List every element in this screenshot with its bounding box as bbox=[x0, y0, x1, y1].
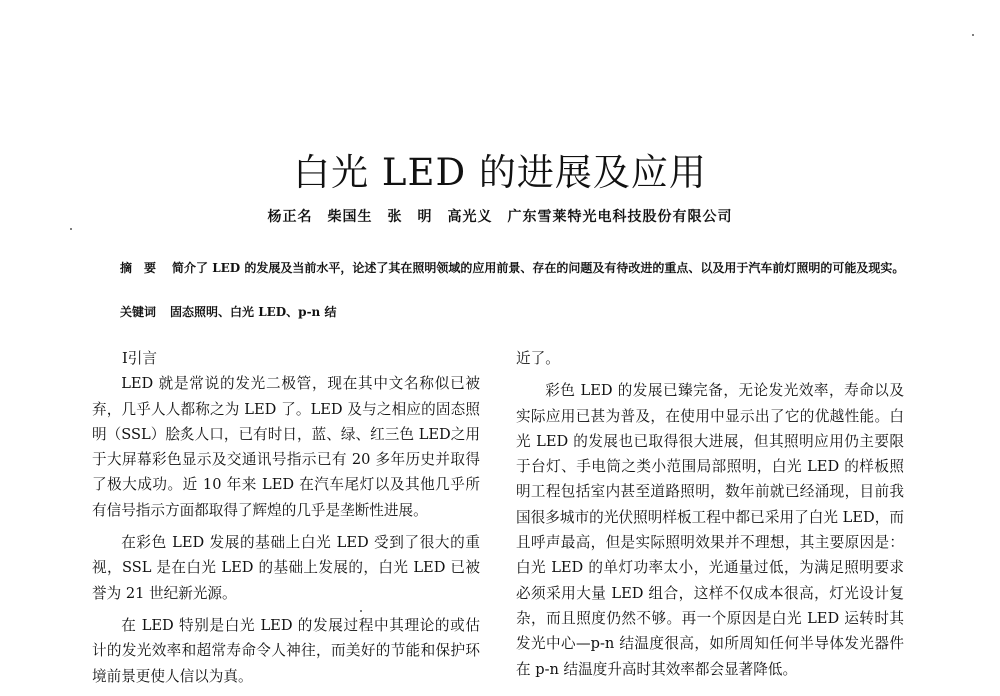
paragraph: 在彩色 LED 发展的基础上白光 LED 受到了很大的重视，SSL 是在白光 LED 的基础上发展的，白光 LED 已被誉为 21 世纪新光源。 bbox=[92, 534, 480, 602]
abstract bbox=[92, 256, 908, 280]
scan-speck bbox=[360, 610, 362, 612]
paper-title: 白光 LED 的进展及应用 bbox=[293, 151, 707, 194]
paragraph: 彩色 LED 的发展已臻完备，无论发光效率，寿命以及实际应用已甚为普及，在使用中显示出了它的优越性能。白光 LED 的发展也已取得很大进展，但其照明应用仍主要限于台灯、手电筒之类小范围局部照明，白光 LED 的样板照明工程包括室内甚至道路照明，数年前就已经涌现，目前我国很多城市的光伏照明样板工程中都已采用了白光 LED，而且呼声最高，但是实际照明效果并不理想，其主要原因是：白光 LED 的单灯功率太小，光通量过低，为满足照明要求必须采用大量 LED 组合，这样不仅成本很高，灯光设计复杂，而且照度仍然不够。再一个原因是白光 LED 运转时其发光中心—p-n 结温度很高，如所周知任何半导体发光器件在 p-n 结温度升高时其效率都会显著降低。 bbox=[516, 382, 904, 678]
paragraph: LED 就是常说的发光二极管，现在其中文名称似已被弃，几乎人人都称之为 LED 了。LED 及与之相应的固态照明（SSL）脍炙人口，已有时日，蓝、绿、红三色 LED之用于大屏幕彩色显示及交通讯号指示已有 20 多年历史并取得了极大成功。近 10 年来 LED 在汽车尾灯以及其他几乎所有信号指示方面都取得了辉煌的几乎是垄断性进展。 bbox=[92, 375, 480, 519]
keywords-text: 固态照明、白光 LED、p-n 结 bbox=[170, 305, 337, 319]
right-column bbox=[516, 346, 904, 689]
section-heading: Ⅰ引言 bbox=[122, 350, 157, 367]
abstract-label: 摘 要 bbox=[120, 261, 157, 275]
keywords bbox=[120, 303, 336, 320]
abstract-text: 简介了 LED 的发展及当前水平，论述了其在照明领域的应用前景、存在的问题及有待改进的重点、以及用于汽车前灯照明的可能及现实。 bbox=[172, 261, 905, 275]
scan-speck bbox=[70, 228, 72, 230]
author-line: 杨正名 柴国生 张 明 高光义 广东雪莱特光电科技股份有限公司 bbox=[267, 209, 733, 225]
paragraph: 近了。 bbox=[516, 350, 560, 367]
scan-speck bbox=[972, 34, 974, 36]
keywords-label: 关键词 bbox=[120, 305, 157, 319]
paragraph: 在 LED 特别是白光 LED 的发展过程中其理论的或估计的发光效率和超常寿命令人神往，而美好的节能和保护环境前景更使人信以为真。 bbox=[92, 616, 480, 685]
left-column bbox=[92, 346, 480, 696]
